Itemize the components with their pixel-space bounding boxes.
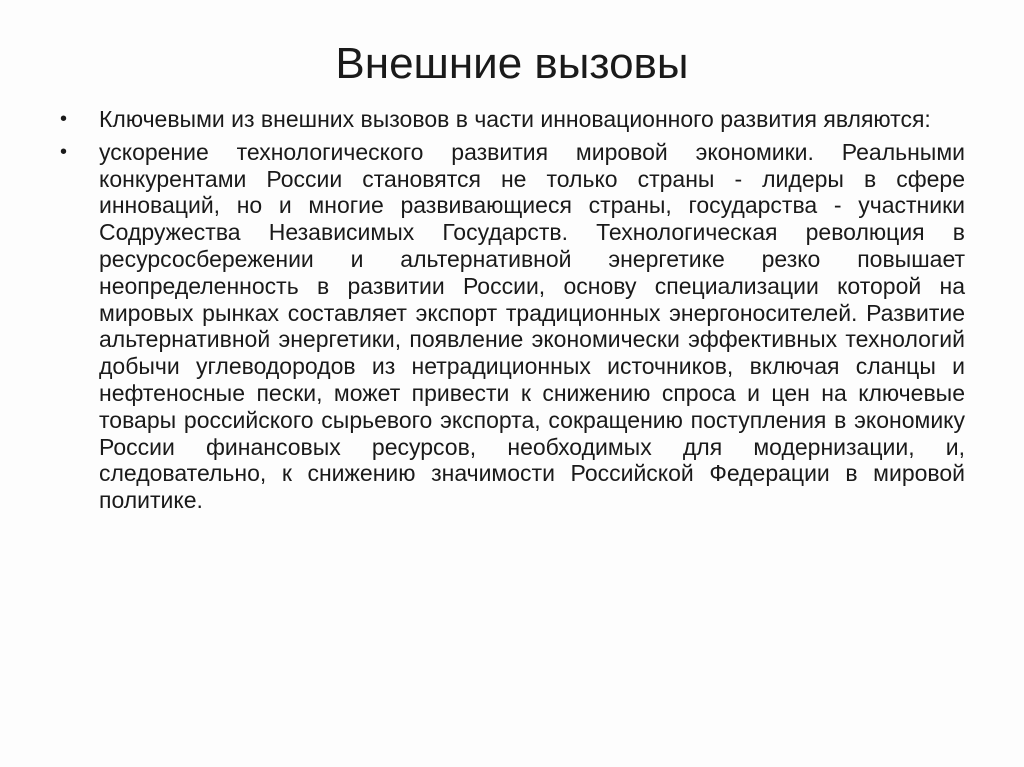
bullet-list xyxy=(60,106,965,520)
bullet-item-intro xyxy=(60,106,965,133)
bullet-text: Ключевыми из внешних вызовов в части инновационного развития являются: xyxy=(99,106,931,132)
slide-title: Внешние вызовы xyxy=(335,39,689,88)
bullet-marker: • xyxy=(60,140,68,163)
bullet-marker: • xyxy=(60,108,68,130)
bullet-text: ускорение технологического развития мировой экономики. Реальными конкурентами России становятся не только страны - лидеры в сфере инноваций, но и многие развивающиеся страны, государства - участники Содружества Независимых Государств. Технологическая революция в ресурсосбережении и альтернативной энергетике резко повышает неопределенность в развитии России, основу специализации которой на мировых рынках составляет экспорт традиционных энергоносителей. Развитие альтернативной энергетики, появление экономически эффективных технологий добычи углеводородов из нетрадиционных источников, включая сланцы и нефтеносные пески, может привести к снижению спроса и цен на ключевые товары российского сырьевого экспорта, сокращению поступления в экономику России финансовых ресурсов, необходимых для модернизации, и, следовательно, к снижению значимости Российской Федерации в мировой политике. xyxy=(99,138,965,514)
bullet-item-acceleration xyxy=(60,139,965,514)
